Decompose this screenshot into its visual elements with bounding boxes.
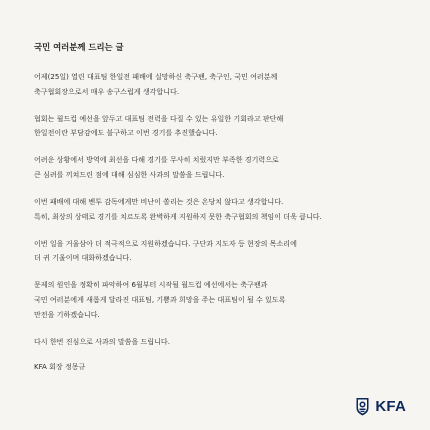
paragraph-line: 이번 일을 거울삼아 더 적극적으로 지원하겠습니다. 구단과 지도자 등 현장의 목소리에 (34, 238, 297, 248)
paragraph-1 (34, 70, 404, 99)
paragraph-line: 문제의 원인을 정확히 파악하여 6월부터 시작될 월드컵 예선에서는 축구팬과 (34, 280, 268, 290)
paragraph-line: 다시 한번 진심으로 사과의 말씀을 드립니다. (34, 336, 170, 346)
letter-title: 국민 여러분께 드리는 글 (34, 42, 124, 52)
kfa-logo (355, 397, 406, 416)
kfa-logo-text: KFA (375, 398, 406, 415)
paragraph-line: 축구협회장으로서 매우 송구스럽게 생각합니다. (34, 86, 180, 96)
paragraph-2 (34, 112, 404, 141)
signature: KFA 회장 정몽규 (34, 361, 86, 371)
paragraph-3 (34, 153, 404, 182)
paragraph-line: 어려운 상황에서 방역에 최선을 다해 경기를 무사히 치렀지만 부족한 경기력으로 (34, 155, 279, 165)
paragraph-line: 국민 여러분에게 새롭게 달라진 대표팀, 기쁨과 희망을 주는 대표팀이 될 수 있도록 (34, 295, 286, 305)
paragraph-7 (34, 335, 404, 350)
paragraph-line: 어제(25일) 열린 대표팀 한일전 패배에 실망하신 축구팬, 축구인, 국민 여러분께 (34, 72, 278, 81)
paragraph-6 (34, 278, 404, 322)
paragraph-4 (34, 195, 404, 224)
kfa-crest-icon (355, 397, 370, 416)
paragraph-line: 더 귀 기울이며 대화하겠습니다. (34, 253, 132, 263)
paragraph-5 (34, 237, 404, 266)
paragraph-line: 만전을 기하겠습니다. (34, 309, 100, 319)
letter (34, 42, 404, 372)
paragraph-line: 협회는 월드컵 예선을 앞두고 대표팀 전력을 다질 수 있는 유일한 기회라고 판단해 (34, 113, 284, 123)
paragraph-line: 특히, 최상의 상태로 경기를 치르도록 완벽하게 지원하지 못한 축구협회의 책임이 더욱 큽니다. (34, 211, 322, 221)
paragraph-line: 큰 심려를 끼쳐드린 점에 대해 심심한 사과의 말씀을 드립니다. (34, 169, 225, 179)
paragraph-line: 한일전이란 부담감에도 불구하고 이번 경기를 추진했습니다. (34, 128, 218, 138)
paragraph-line: 이번 패배에 대해 벤투 감독에게만 비난이 쏠리는 것은 온당치 않다고 생각합니다. (34, 197, 284, 207)
